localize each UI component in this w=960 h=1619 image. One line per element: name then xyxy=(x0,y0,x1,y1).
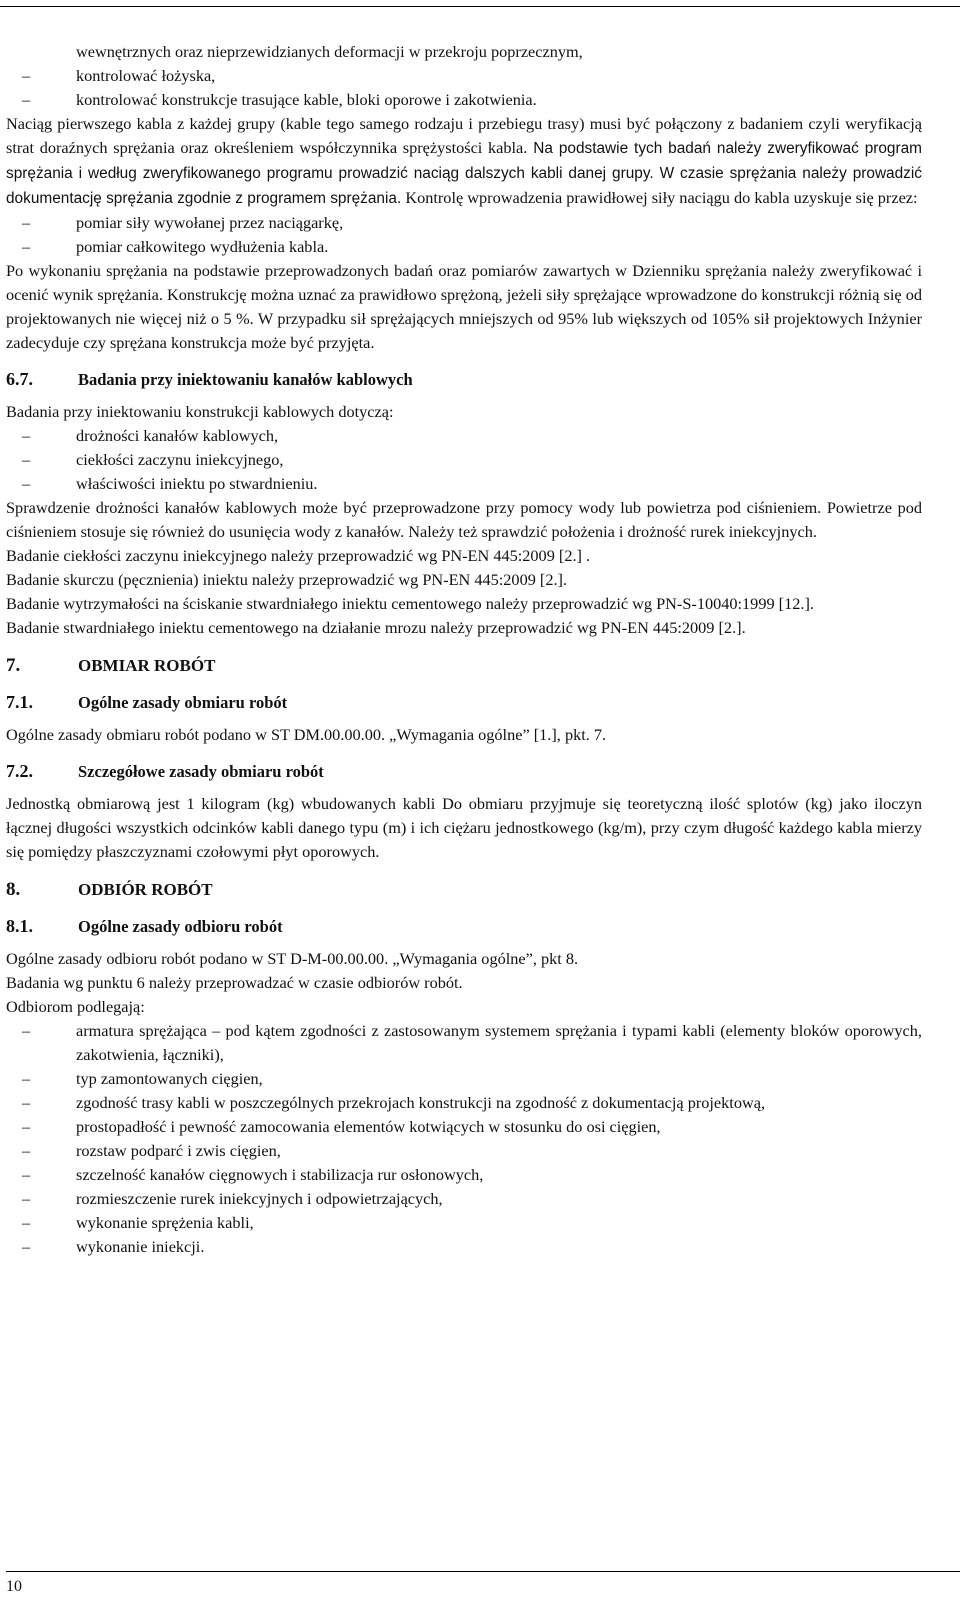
list-item: – drożności kanałów kablowych, xyxy=(22,426,279,445)
list-item: – typ zamontowanych cięgien, xyxy=(22,1069,263,1088)
list-item: – armatura sprężająca – pod kątem zgodności z zastosowanym systemem sprężania i typami kabli (elementy bloków oporowych, zakotwienia, łączniki), xyxy=(22,1021,922,1064)
section-heading-8-1: 8.1. Ogólne zasady odbioru robót xyxy=(6,916,283,936)
paragraph-skurcz: Badanie skurczu (pęcznienia) iniektu należy przeprowadzić wg PN-EN 445:2009 [2.]. xyxy=(6,570,568,589)
list-item: – rozmieszczenie rurek iniekcyjnych i odpowietrzających, xyxy=(22,1189,443,1208)
paragraph-naciag: Naciąg pierwszego kabla z każdej grupy (kable tego samego rodzaju i przebiegu trasy) musi być połączony z badaniem czyli weryfikacją strat doraźnych sprężania oraz określeniem współczynnika sprężystości kabla. Na podstawie tych badań należy zweryfikować program sprężania i według zweryfikowanego programu prowadzić naciąg dalszych kabli danej grupy. W czasie sprężania należy prowadzić dokumentację sprężania zgodnie z programem sprężania. Kontrolę wprowadzenia prawidłowej siły naciągu do kabla uzyskuje się przez: xyxy=(6,114,922,207)
paragraph-droznosc: Sprawdzenie drożności kanałów kablowych może być przeprowadzone przy pomocy wody lub powietrza pod ciśnieniem. Powietrze pod ciśnieniem stosuje się również do usunięcia wody z kanałów. Należy też sprawdzić położenia i drożność rurek iniekcyjnych. xyxy=(6,498,922,541)
paragraph-badania-intro: Badania przy iniektowaniu konstrukcji kablowych dotyczą: xyxy=(6,402,394,421)
section-heading-7: 7. OBMIAR ROBÓT xyxy=(6,655,216,676)
list-item: – zgodność trasy kabli w poszczególnych przekrojach konstrukcji na zgodność z dokumentacją projektową, xyxy=(22,1093,766,1112)
paragraph-badania-pkt6: Badania wg punktu 6 należy przeprowadzać w czasie odbiorów robót. xyxy=(6,973,463,992)
list-item: – rozstaw podparć i zwis cięgien, xyxy=(22,1141,281,1160)
paragraph-mroz: Badanie stwardniałego iniektu cementowego na działanie mrozu należy przeprowadzić wg PN-EN 445:2009 [2.]. xyxy=(6,618,746,637)
list-item: – pomiar całkowitego wydłużenia kabla. xyxy=(22,237,329,256)
section-heading-8: 8. ODBIÓR ROBÓT xyxy=(6,879,213,900)
list-item: – wykonanie sprężenia kabli, xyxy=(22,1213,254,1232)
list-item: – kontrolować konstrukcje trasujące kable, bloki oporowe i zakotwienia. xyxy=(22,90,537,109)
list-item: – prostopadłość i pewność zamocowania elementów kotwiących w stosunku do osi cięgien, xyxy=(22,1117,661,1136)
paragraph-ciekłosc: Badanie ciekłości zaczynu iniekcyjnego należy przeprowadzić wg PN-EN 445:2009 [2.] . xyxy=(6,546,591,565)
section-heading-7-1: 7.1. Ogólne zasady obmiaru robót xyxy=(6,692,288,712)
top-rule xyxy=(0,6,960,7)
list-p1 xyxy=(6,211,922,259)
list-p13 xyxy=(6,1019,922,1259)
page-content xyxy=(6,40,922,1259)
page-number: 10 xyxy=(6,1578,22,1595)
list-item: – pomiar siły wywołanej przez naciągarkę, xyxy=(22,213,344,232)
list-item: – wykonanie iniekcji. xyxy=(22,1237,205,1256)
section-heading-6-7: 6.7. Badania przy iniektowaniu kanałów kablowych xyxy=(6,369,413,389)
paragraph-wytrzymalosc: Badanie wytrzymałości na ściskanie stwardniałego iniektu cementowego należy przeprowadzić wg PN-S-10040:1999 [12.]. xyxy=(6,594,814,613)
section-heading-7-2: 7.2. Szczegółowe zasady obmiaru robót xyxy=(6,761,324,781)
list-item: – ciekłości zaczynu iniekcyjnego, xyxy=(22,450,284,469)
list-item: wewnętrznych oraz nieprzewidzianych deformacji w przekroju poprzecznym, xyxy=(76,42,583,61)
paragraph-jednostka: Jednostką obmiarową jest 1 kilogram (kg) wbudowanych kabli Do obmiaru przyjmuje się teoretyczną ilość splotów (kg) jako iloczyn łącznej długości wszystkich odcinków kabli danego typu (m) i ich ciężaru jednostkowego (kg/m), przy czym długość każdego kabla mierzy się pomiędzy płaszczyznami czołowymi płyt oporowych. xyxy=(6,794,922,861)
footer-rule xyxy=(6,1571,960,1572)
list-item: – szczelność kanałów cięgnowych i stabilizacja rur osłonowych, xyxy=(22,1165,484,1184)
list-p0 xyxy=(6,40,922,112)
paragraph-odbior-ogolne: Ogólne zasady odbioru robót podano w ST D-M-00.00.00. „Wymagania ogólne”, pkt 8. xyxy=(6,949,579,968)
paragraph-obmiar-ogolne: Ogólne zasady obmiaru robót podano w ST DM.00.00.00. „Wymagania ogólne” [1.], pkt. 7. xyxy=(6,725,607,744)
list-p3 xyxy=(6,424,922,496)
list-item: – właściwości iniektu po stwardnieniu. xyxy=(22,474,318,493)
paragraph-odbiorom: Odbiorom podlegają: xyxy=(6,997,145,1016)
paragraph-wynik-sprezania: Po wykonaniu sprężania na podstawie przeprowadzonych badań oraz pomiarów zawartych w Dzienniku sprężania należy zweryfikować i ocenić wynik sprężania. Konstrukcję można uznać za prawidłowo sprężoną, jeżeli siły sprężające wprowadzone do konstrukcji różnią się od projektowanych nie więcej niż o 5 %. W przypadku sił sprężających mniejszych od 95% lub większych od 105% sił projektowych Inżynier zadecyduje czy sprężana konstrukcja może być przyjęta. xyxy=(6,261,922,352)
list-item: – kontrolować łożyska, xyxy=(22,66,216,85)
